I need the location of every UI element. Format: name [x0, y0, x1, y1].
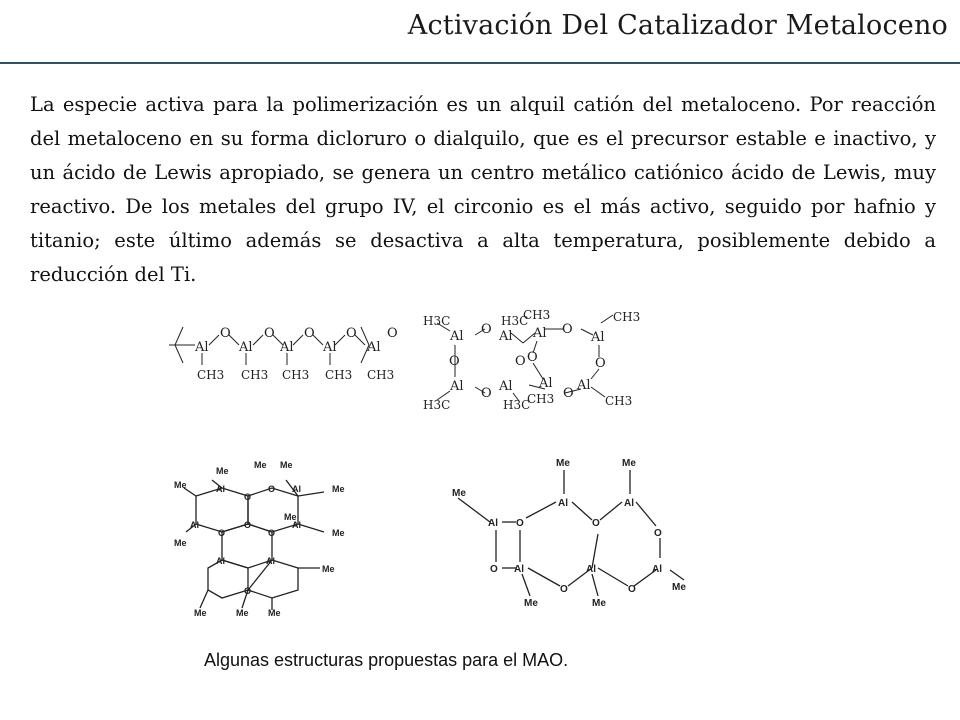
cage-al-4: Al [292, 520, 301, 530]
ring-h3c-top: H3C [423, 314, 451, 328]
title-divider [0, 62, 960, 64]
chain-ch3-1: CH3 [197, 368, 225, 382]
cage-o-2: O [268, 484, 276, 494]
fused-al-4: Al [624, 498, 634, 509]
cage-al-5: Al [216, 556, 225, 566]
cage-al-1: Al [216, 484, 225, 494]
figure-fused [432, 450, 690, 620]
chain-al-5: Al [367, 340, 381, 355]
ring-ch3-right-bottom: CH3 [605, 394, 633, 408]
fused-o-5: O [628, 584, 636, 595]
fused-me-2: Me [556, 458, 570, 469]
cage-me-5: Me [332, 484, 345, 494]
ring-o-4: O [515, 354, 526, 369]
figure-linear-chain [165, 305, 410, 405]
ring-o-8: O [563, 386, 574, 401]
ring-al-2: Al [450, 379, 464, 394]
cage-al-6: Al [266, 556, 275, 566]
fused-o-4: O [654, 528, 662, 539]
fused-structure [432, 450, 690, 620]
ring-o-1: O [449, 354, 460, 369]
cage-me-8: Me [174, 538, 187, 548]
ring-h3c-bottom: H3C [423, 398, 451, 412]
cage-o-6: O [244, 586, 252, 596]
fused-al-1: Al [488, 518, 498, 529]
linear-chain-structure [165, 305, 410, 405]
cage-o-3: O [244, 520, 252, 530]
fused-o-6: O [560, 584, 568, 595]
fused-me-5: Me [524, 598, 538, 609]
figure-ring [415, 305, 640, 415]
chain-al-2: Al [239, 340, 253, 355]
chain-o-5: O [387, 326, 398, 341]
cage-o-1: O [244, 492, 252, 502]
ring-o-6: O [562, 322, 573, 337]
fused-me-1: Me [452, 488, 466, 499]
fused-o-2: O [490, 564, 498, 575]
chain-o-1: O [220, 326, 231, 341]
cage-al-2: Al [292, 484, 301, 494]
fused-al-6: Al [652, 564, 662, 575]
fused-me-4: Me [672, 582, 686, 593]
cage-o-4: O [268, 528, 276, 538]
ring-o-7: O [595, 356, 606, 371]
cage-me-6: Me [284, 512, 297, 522]
chain-ch3-3: CH3 [282, 368, 310, 382]
ring-o-2: O [481, 322, 492, 337]
ring-al-1: Al [450, 329, 464, 344]
cage-me-1: Me [216, 466, 229, 476]
ring-al-8: Al [577, 378, 591, 393]
cage-me-9: Me [322, 564, 335, 574]
chain-ch3-2: CH3 [241, 368, 269, 382]
chain-o-4: O [346, 326, 357, 341]
chain-ch3-5: CH3 [367, 368, 395, 382]
ring-h3c-inner-top: H3C [501, 314, 529, 328]
fused-al-3: Al [558, 498, 568, 509]
cage-me-11: Me [236, 608, 249, 618]
chain-al-1: Al [195, 340, 209, 355]
cage-o-5: O [218, 528, 226, 538]
figure-caption: Algunas estructuras propuestas para el MAO. [204, 650, 569, 670]
ring-o-5: O [527, 350, 538, 365]
fused-o-3: O [592, 518, 600, 529]
cage-me-4: Me [174, 480, 187, 490]
chain-o-3: O [304, 326, 315, 341]
ring-structure [415, 305, 640, 415]
ring-al-7: Al [591, 330, 605, 345]
cage-structure [172, 450, 372, 620]
cage-me-7: Me [332, 528, 345, 538]
fused-o-1: O [516, 518, 524, 529]
body-paragraph: La especie activa para la polimerización es un alquil catión del metaloceno. Por reacción del metaloceno en su forma dicloruro o dialquilo, que es el precursor estable e inactivo, y un ácido de Lewis apropiado, se genera un centro metálico catiónico ácido de Lewis, muy reactivo. De los metales del grupo IV, el circonio es el más activo, seguido por hafnio y titanio; este último además se desactiva a alta temperatura, posiblemente debido a reducción del Ti. [30, 93, 936, 286]
ring-ch3-right-top: CH3 [613, 310, 640, 324]
slide-title: Activación Del Catalizador Metaloceno [407, 10, 948, 41]
cage-al-3: Al [190, 520, 199, 530]
ring-o-3: O [481, 386, 492, 401]
cage-me-2: Me [254, 460, 267, 470]
chain-ch3-4: CH3 [325, 368, 353, 382]
fused-al-5: Al [586, 564, 596, 575]
cage-me-3: Me [280, 460, 293, 470]
fused-me-3: Me [622, 458, 636, 469]
cage-me-10: Me [194, 608, 207, 618]
chain-al-4: Al [323, 340, 337, 355]
cage-me-12: Me [268, 608, 281, 618]
fused-me-6: Me [592, 598, 606, 609]
ring-al-6: Al [539, 376, 553, 391]
ring-ch3-mid: CH3 [527, 392, 555, 406]
chain-o-2: O [264, 326, 275, 341]
fused-al-2: Al [514, 564, 524, 575]
ring-ch3-top: CH3 [523, 308, 551, 322]
ring-al-5: Al [533, 326, 547, 341]
ring-al-4: Al [499, 379, 513, 394]
ring-al-3: Al [499, 329, 513, 344]
figure-cage [172, 450, 372, 620]
ring-h3c-inner-bottom: H3C [503, 398, 531, 412]
chain-al-3: Al [280, 340, 294, 355]
